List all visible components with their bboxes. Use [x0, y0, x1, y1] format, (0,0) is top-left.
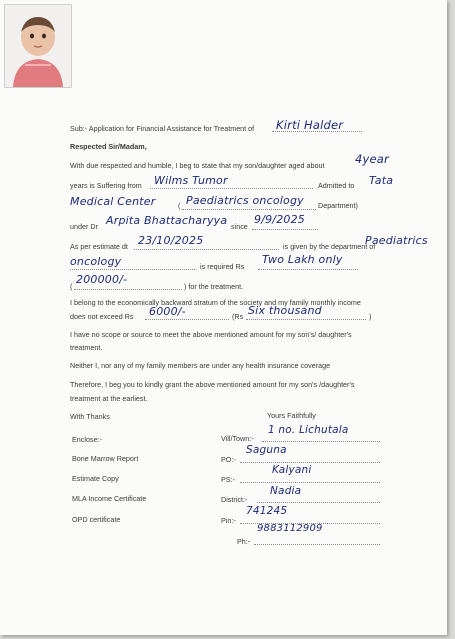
with-thanks: With Thanks	[70, 412, 110, 421]
amount-open-paren: (	[70, 282, 73, 291]
open-paren: (	[178, 201, 181, 210]
p2-income-label: does not exceed Rs	[70, 312, 134, 321]
monthly-income-line	[145, 319, 229, 320]
enclose-label: Enclose:-	[72, 435, 102, 444]
ps-line	[240, 482, 380, 483]
enclosure-item: Bone Marrow Report	[72, 454, 139, 463]
since-label: since	[231, 222, 248, 231]
p3-line2: treatment.	[70, 343, 103, 352]
phone-value: 9883112909	[257, 523, 323, 534]
p4-text: Neither I, nor any of my family members are under any health insurance coverage	[70, 361, 331, 370]
salutation: Respected Sir/Madam,	[70, 142, 147, 151]
phone-line	[254, 544, 380, 545]
po-line	[240, 462, 380, 463]
estimate-line	[134, 249, 279, 250]
years-suffering-label: years is Suffering from	[70, 181, 142, 190]
hospital-name-part2: Medical Center	[70, 195, 156, 208]
admitted-to-label: Admitted to	[318, 181, 355, 190]
for-treatment-label: ) for the treatment.	[184, 282, 244, 291]
vill-value: 1 no. Lichutala	[268, 424, 349, 436]
district-line	[257, 502, 380, 503]
dept-name-a: Paediatrics	[365, 234, 428, 247]
child-photo	[4, 4, 72, 88]
disease-line	[150, 188, 313, 189]
under-dr-label: under Dr	[70, 222, 98, 231]
po-label: PO:-	[221, 455, 236, 464]
po-value: Saguna	[246, 444, 287, 456]
p2-line1: I belong to the economically backward stratum of the society and my family monthly income	[70, 298, 361, 307]
hospital-name-part1: Tata	[369, 174, 394, 187]
disease-name: Wilms Tumor	[154, 174, 228, 187]
subject-prefix: Sub:- Application for Financial Assistance for Treatment of	[70, 124, 255, 133]
income-words-line	[246, 319, 366, 320]
department-line	[182, 209, 316, 210]
ps-value: Kalyani	[272, 464, 312, 476]
pin-label: Pin:-	[221, 516, 236, 525]
child-age: 4year	[355, 152, 389, 166]
estimate-label: As per estimate dt	[70, 242, 128, 251]
p1-intro: With due respected and humble, I beg to state that my son/daughter aged about	[70, 161, 325, 170]
monthly-income-words: Six thousand	[248, 304, 322, 317]
district-value: Nadia	[270, 485, 302, 497]
monthly-income-number: 6000/-	[149, 305, 186, 318]
dept-name-b: oncology	[70, 255, 122, 268]
vill-line	[262, 441, 380, 442]
amount-words: Two Lakh only	[262, 253, 343, 266]
dept-line	[70, 269, 195, 270]
vill-label: Vill/Town:-	[221, 434, 254, 443]
pin-value: 741245	[246, 505, 288, 517]
amount-number-line	[74, 289, 182, 290]
doctor-name: Arpita Bhattacharyya	[106, 214, 228, 227]
p5-line1: Therefore, I beg you to kindly grant the above mentioned amount for my son's /daughter's	[70, 380, 355, 389]
enclosure-item: OPD certificate	[72, 515, 121, 524]
department-name: Paediatrics oncology	[186, 194, 304, 207]
ps-label: PS:-	[221, 475, 235, 484]
amount-number: 200000/-	[76, 273, 128, 286]
p3-line1: I have no scope or source to meet the above mentioned amount for my son's/ daughter's	[70, 330, 352, 339]
child-photo-image	[5, 5, 71, 87]
department-label: Department)	[318, 201, 358, 210]
district-label: District:-	[221, 495, 248, 504]
estimate-date: 23/10/2025	[138, 234, 204, 247]
enclosure-item: Estimate Copy	[72, 474, 119, 483]
income-words-open: (Rs	[232, 312, 244, 321]
given-by-label: is given by the department of	[283, 242, 376, 251]
since-date: 9/9/2025	[254, 213, 306, 226]
patient-name-line	[272, 131, 362, 132]
required-label: is required Rs	[200, 262, 245, 271]
enclosure-item: MLA Income Certificate	[72, 494, 147, 503]
p5-line2: treatment at the earliest.	[70, 394, 148, 403]
phone-label: Ph:-	[237, 537, 251, 546]
since-line	[252, 229, 318, 230]
income-words-close: )	[369, 312, 372, 321]
amount-words-line	[258, 269, 358, 270]
yours-faithfully: Yours Faithfully	[267, 411, 316, 420]
patient-name: Kirti Halder	[276, 118, 344, 132]
